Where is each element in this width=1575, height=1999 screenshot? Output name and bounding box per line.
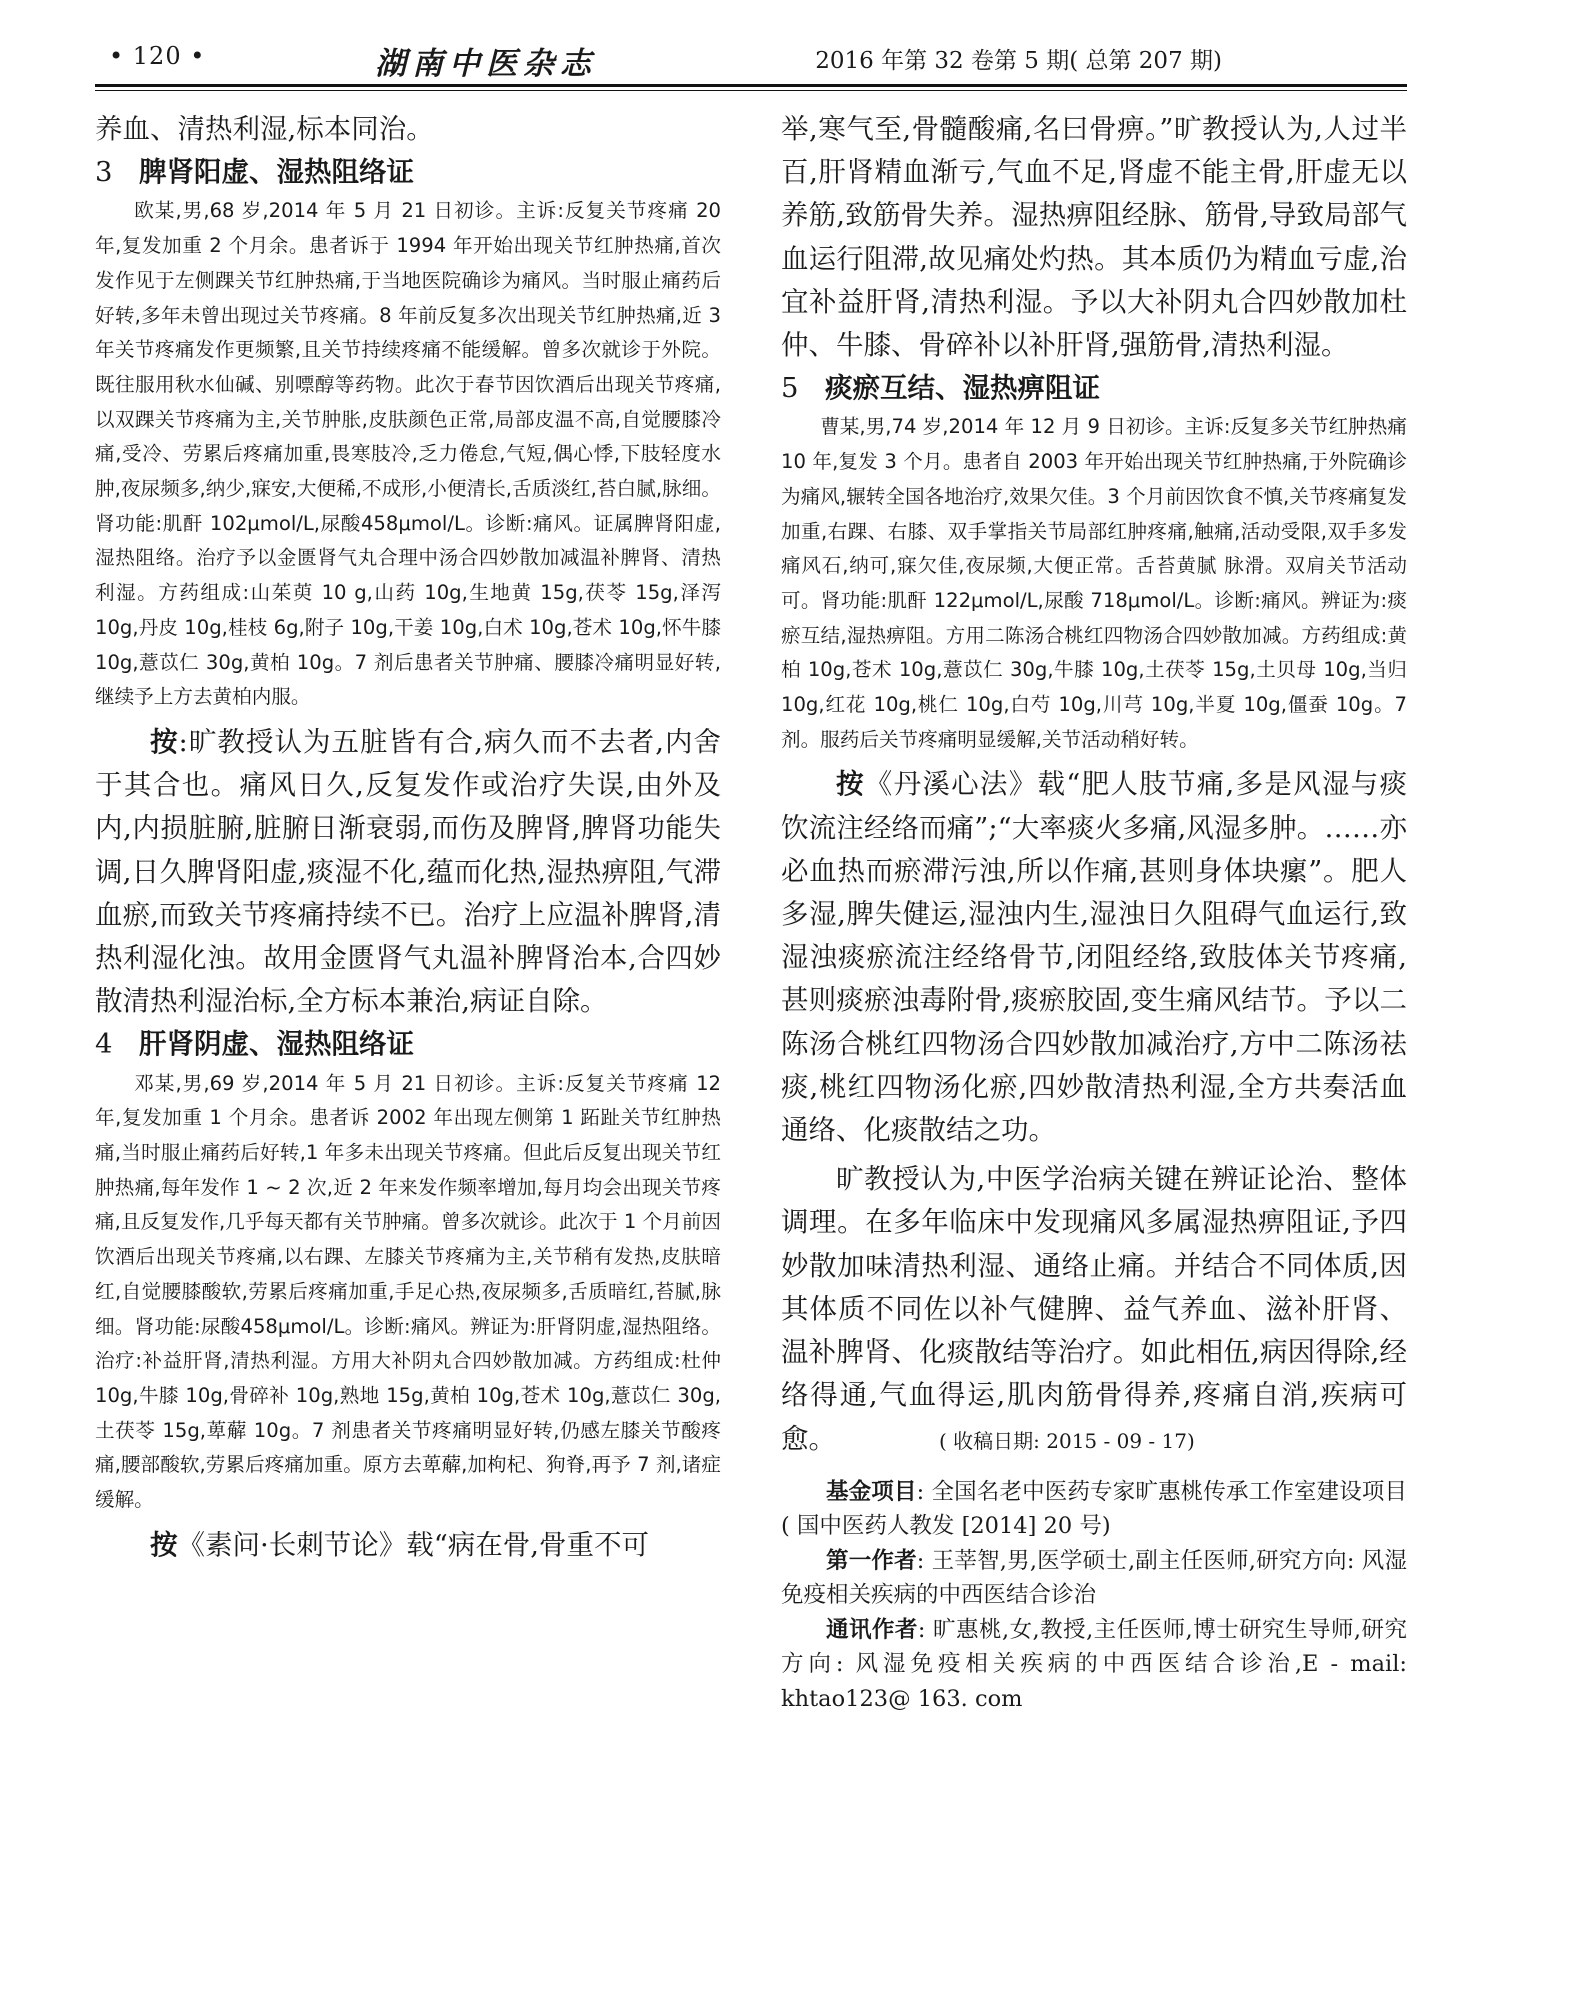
section-number: 3 — [95, 156, 113, 189]
received-date: ( 收稿日期: 2015 - 09 - 17) — [939, 1428, 1195, 1453]
running-header — [95, 42, 1407, 82]
section-number: 4 — [95, 1028, 113, 1061]
page-number: • 120 • — [109, 42, 206, 70]
commentary-label: 按 — [836, 768, 865, 801]
commentary-text: :旷教授认为五脏皆有合,病久而不去者,内舍于其合也。痛风日久,反复发作或治疗失误,由外及内,内损脏腑,脏腑日渐衰弱,而伤及脾肾,脾肾功能失调,日久脾肾阳虚,痰湿不化,蕴而化热,湿热痹阻,气滞血瘀,而致关节疼痛持续不已。治疗上应温补脾肾,清热利湿化浊。故用金匮肾气丸温补脾肾治本,合四妙散清热利湿治标,全方标本兼治,病证自除。 — [95, 725, 722, 1018]
section-number: 5 — [781, 372, 799, 405]
case-report-4: 邓某,男,69 岁,2014 年 5 月 21 日初诊。主诉:反复关节疼痛 12 年,复发加重 1 个月余。患者诉 2002 年出现左侧第 1 跖趾关节红肿热痛,当时服止痛药后好转,1 年多未出现关节疼痛。但此后反复出现关节红肿热痛,每年发作 1 ~ 2 次,近 2 年来发作频率增加,每月均会出现关节疼痛,且反复发作,几乎每天都有关节肿痛。曾多次就诊。此次于 1 个月前因饮酒后出现关节疼痛,以右踝、左膝关节疼痛为主,关节稍有发热,皮肤暗红,自觉腰膝酸软,劳累后疼痛加重,手足心热,夜尿频多,舌质暗红,苔腻,脉细。肾功能:尿酸458μmol/L。诊断:痛风。辨证为:肝肾阴虚,湿热阻络。治疗:补益肝肾,清热利湿。方用大补阴丸合四妙散加减。方药组成:杜仲 10g,牛膝 10g,骨碎补 10g,熟地 15g,黄柏 10g,苍术 10g,薏苡仁 30g,土茯苓 15g,萆薢 10g。7 剂患者关节疼痛明显好转,仍感左膝关节酸疼痛,腰部酸软,劳累后疼痛加重。原方去萆薢,加枸杞、狗脊,再予 7 剂,诸症缓解。 — [95, 1071, 721, 1512]
commentary-5 — [781, 763, 1407, 1152]
section-title: 脾肾阳虚、湿热阻络证 — [139, 156, 414, 189]
conclusion-text: 旷教授认为,中医学治病关键在辨证论治、整体调理。在多年临床中发现痛风多属湿热痹阻证,予四妙散加味清热利湿、通络止痛。并结合不同体质,因其体质不同佐以补气健脾、益气养血、滋补肝肾、温补脾肾、化痰散结等治疗。如此相伍,病因得除,经络得通,气血得运,肌肉筋骨得养,疼痛自消,疾病可愈。 — [781, 1163, 1407, 1455]
first-author-label: 第一作者 — [826, 1547, 917, 1574]
commentary-4 — [95, 1524, 721, 1567]
section-heading-3 — [95, 151, 721, 194]
fund-text: : 全国名老中医药专家旷惠桃传承工作室建设项目( 国中医药人教发 [2014] 20 号) — [781, 1478, 1407, 1540]
conclusion-paragraph — [781, 1158, 1407, 1462]
first-author-text: : 王莘智,男,医学硕士,副主任医师,研究方向: 风湿免疫相关疾病的中西医结合诊治 — [781, 1547, 1407, 1609]
commentary-text: 《素问·长刺节论》载“病在骨,骨重不可 — [177, 1528, 650, 1561]
fund-note — [781, 1475, 1407, 1544]
commentary-label: 按 — [150, 1528, 178, 1561]
case-report-5: 曹某,男,74 岁,2014 年 12 月 9 日初诊。主诉:反复多关节红肿热痛 10 年,复发 3 个月。患者自 2003 年开始出现关节红肿热痛,于外院确诊为痛风,辗转全国各地治疗,效果欠佳。3 个月前因饮食不慎,关节疼痛复发加重,右踝、右膝、双手掌指关节局部红肿疼痛,触痛,活动受限,双手多发痛风石,纳可,寐欠佳,夜尿频,大便正常。舌苔黄腻 脉滑。双肩关节活动可。肾功能:肌酐 122μmol/L,尿酸 718μmol/L。诊断:痛风。辨证为:痰瘀互结,湿热痹阻。方用二陈汤合桃红四物汤合四妙散加减。方药组成:黄柏 10g,苍术 10g,薏苡仁 30g,牛膝 10g,土茯苓 15g,土贝母 10g,当归 10g,红花 10g,桃仁 10g,白芍 10g,川芎 10g,半夏 10g,僵蚕 10g。7 剂。服药后关节疼痛明显缓解,关节活动稍好转。 — [781, 415, 1407, 751]
section-heading-5 — [781, 367, 1407, 410]
corresponding-author-note — [781, 1613, 1407, 1717]
header-rule-thick — [95, 84, 1407, 87]
section-title: 痰瘀互结、湿热痹阻证 — [825, 372, 1100, 405]
section-title: 肝肾阴虚、湿热阻络证 — [139, 1028, 414, 1061]
fund-label: 基金项目 — [826, 1478, 917, 1505]
commentary-text: 《丹溪心法》载“肥人肢节痛,多是风湿与痰饮流注经络而痛”;“大率痰火多痛,风湿多肿。……亦必血热而瘀滞污浊,所以作痛,甚则身体块瘰”。肥人多湿,脾失健运,湿浊内生,湿浊日久阻碍气血运行,致湿浊痰瘀流注经络骨节,闭阻经络,致肢体关节疼痛,甚则痰瘀浊毒附骨,痰瘀胶固,变生痛风结节。予以二陈汤合桃红四物汤合四妙散加减治疗,方中二陈汤祛痰,桃红四物汤化瘀,四妙散清热利湿,全方共奏活血通络、化痰散结之功。 — [781, 768, 1407, 1147]
corresponding-author-label: 通讯作者 — [826, 1616, 918, 1643]
issue-info: 2016 年第 32 卷第 5 期( 总第 207 期) — [815, 48, 1222, 74]
section-heading-4 — [95, 1023, 721, 1066]
first-author-note — [781, 1544, 1407, 1613]
right-column — [781, 108, 1407, 1716]
commentary-label: 按 — [150, 725, 179, 758]
corresponding-author-text: : 旷惠桃,女,教授,主任医师,博士研究生导师,研究方向: 风湿免疫相关疾病的中西医结合诊治,E - mail: khtao123@ 163. com — [781, 1616, 1407, 1712]
continued-paragraph: 养血、清热利湿,标本同治。 — [95, 113, 434, 145]
commentary-3 — [95, 721, 721, 1023]
journal-name: 湖南中医杂志 — [375, 46, 597, 82]
left-column — [95, 108, 721, 1567]
header-rule-thin — [95, 90, 1407, 91]
case-report-3: 欧某,男,68 岁,2014 年 5 月 21 日初诊。主诉:反复关节疼痛 20 年,复发加重 2 个月余。患者诉于 1994 年开始出现关节红肿热痛,首次发作见于左侧踝关节红肿热痛,于当地医院确诊为痛风。当时服止痛药后好转,多年未曾出现过关节疼痛。8 年前反复多次出现关节红肿热痛,近 3 年关节疼痛发作更频繁,且关节持续疼痛不能缓解。曾多次就诊于外院。既往服用秋水仙碱、别嘌醇等药物。此次于春节因饮酒后出现关节疼痛,以双踝关节疼痛为主,关节肿胀,皮肤颜色正常,局部皮温不高,自觉腰膝冷痛,受冷、劳累后疼痛加重,畏寒肢冷,乏力倦怠,气短,偶心悸,下肢轻度水肿,夜尿频多,纳少,寐安,大便稀,不成形,小便清长,舌质淡红,苔白腻,脉细。肾功能:肌酐 102μmol/L,尿酸458μmol/L。诊断:痛风。证属脾肾阳虚,湿热阻络。治疗予以金匮肾气丸合理中汤合四妙散加减温补脾肾、清热利湿。方药组成:山茱萸 10 g,山药 10g,生地黄 15g,茯苓 15g,泽泻 10g,丹皮 10g,桂枝 6g,附子 10g,干姜 10g,白术 10g,苍术 10g,怀牛膝 10g,薏苡仁 30g,黄柏 10g。7 剂后患者关节肿痛、腰膝冷痛明显好转,继续予上方去黄柏内服。 — [95, 199, 721, 709]
continued-paragraph: 举,寒气至,骨髓酸痛,名曰骨痹。”旷教授认为,人过半百,肝肾精血渐亏,气血不足,肾虚不能主骨,肝虚无以养筋,致筋骨失养。湿热痹阻经脉、筋骨,导致局部气血运行阻滞,故见痛处灼热。其本质仍为精血亏虚,治宜补益肝肾,清热利湿。予以大补阴丸合四妙散加杜仲、牛膝、骨碎补以补肝肾,强筋骨,清热利湿。 — [781, 113, 1407, 362]
